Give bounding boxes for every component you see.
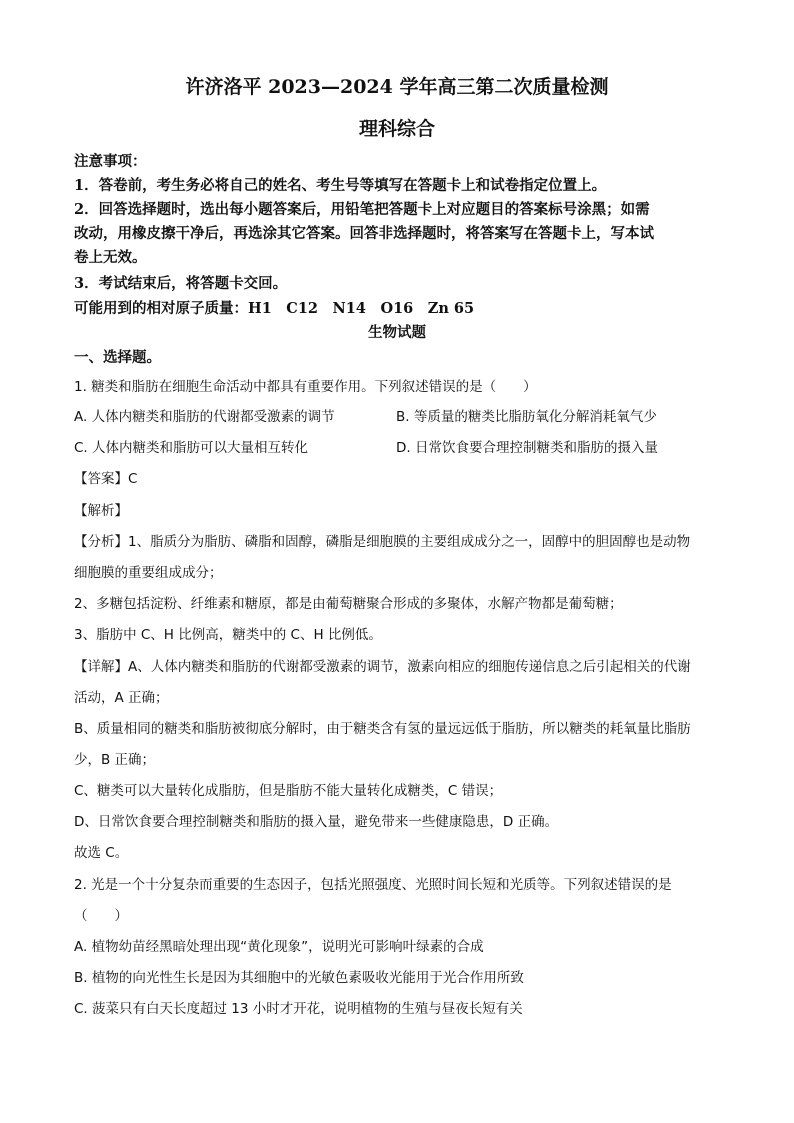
page-title: 许济洛平 2023—2024 学年高三第二次质量检测 bbox=[185, 76, 609, 98]
q1-stem: 1. 糖类和脂肪在细胞生命活动中都具有重要作用。下列叙述错误的是（ ） bbox=[74, 379, 537, 395]
q1-analysis-1b: 细胞膜的重要组成成分； bbox=[74, 565, 223, 581]
q2-stem: 2. 光是一个十分复杂而重要的生态因子，包括光照强度、光照时间长短和光质等。下列叙述错误的是 bbox=[74, 877, 672, 893]
part-heading: 一、选择题。 bbox=[74, 349, 161, 366]
q1-option-c: C. 人体内糖类和脂肪可以大量相互转化 bbox=[74, 440, 309, 456]
q1-analysis-label: 【解析】 bbox=[74, 503, 128, 519]
q2-option-a: A. 植物幼苗经黑暗处理出现“黄化现象”，说明光可影响叶绿素的合成 bbox=[74, 939, 484, 955]
q1-analysis-1a: 【分析】1、脂质分为脂肪、磷脂和固醇，磷脂是细胞膜的主要组成成分之一，固醇中的胆固醇也是动物 bbox=[74, 534, 691, 550]
q1-detail-3: C、糖类可以大量转化成脂肪，但是脂肪不能大量转化成糖类，C 错误； bbox=[74, 783, 503, 799]
q1-option-a: A. 人体内糖类和脂肪的代谢都受激素的调节 bbox=[74, 409, 335, 425]
q1-analysis-3: 3、脂肪中 C、H 比例高，糖类中的 C、H 比例低。 bbox=[74, 627, 382, 643]
section-title: 生物试题 bbox=[368, 324, 426, 341]
page-subtitle: 理科综合 bbox=[358, 118, 435, 140]
q1-option-b: B. 等质量的糖类比脂肪氧化分解消耗氧气少 bbox=[396, 409, 657, 425]
q1-answer: 【答案】C bbox=[74, 471, 138, 487]
q1-detail-2b: 少，B 正确； bbox=[74, 752, 156, 768]
q1-analysis-2: 2、多糖包括淀粉、纤维素和糖原，都是由葡萄糖聚合形成的多聚体，水解产物都是葡萄糖； bbox=[74, 596, 623, 612]
note-2-line-2: 改动，用橡皮擦干净后，再选涂其它答案。回答非选择题时，将答案写在答题卡上，写本试 bbox=[74, 225, 654, 242]
note-3: 3．考试结束后，将答题卡交回。 bbox=[74, 275, 288, 292]
q1-detail-2a: B、质量相同的糖类和脂肪被彻底分解时，由于糖类含有氢的量远远低于脂肪，所以糖类的耗氧量比脂肪 bbox=[74, 721, 691, 737]
atomic-mass-note: 可能用到的相对原子质量：H1 C12 N14 O16 Zn 65 bbox=[74, 300, 475, 317]
q2-option-b: B. 植物的向光性生长是因为其细胞中的光敏色素吸收光能用于光合作用所致 bbox=[74, 970, 524, 986]
note-1: 1．答卷前，考生务必将自己的姓名、考生号等填写在答题卡上和试卷指定位置上。 bbox=[74, 177, 607, 194]
q1-detail-4: D、日常饮食要合理控制糖类和脂肪的摄入量，避免带来一些健康隐患，D 正确。 bbox=[74, 814, 559, 830]
note-2-line-1: 2．回答选择题时，选出每小题答案后，用铅笔把答题卡上对应题目的答案标号涂黑；如需 bbox=[74, 201, 650, 218]
q1-detail-1b: 活动，A 正确； bbox=[74, 690, 169, 706]
note-2-line-3: 卷上无效。 bbox=[74, 249, 147, 266]
notes-heading: 注意事项： bbox=[74, 153, 147, 170]
q2-paren: （ ） bbox=[74, 908, 128, 924]
q1-conclusion: 故选 C。 bbox=[74, 845, 129, 861]
q1-detail-1a: 【详解】A、人体内糖类和脂肪的代谢都受激素的调节，激素向相应的细胞传递信息之后引起相关的代谢 bbox=[74, 659, 691, 675]
q2-option-c: C. 菠菜只有白天长度超过 13 小时才开花，说明植物的生殖与昼夜长短有关 bbox=[74, 1001, 523, 1017]
q1-option-d: D. 日常饮食要合理控制糖类和脂肪的摄入量 bbox=[396, 440, 658, 456]
